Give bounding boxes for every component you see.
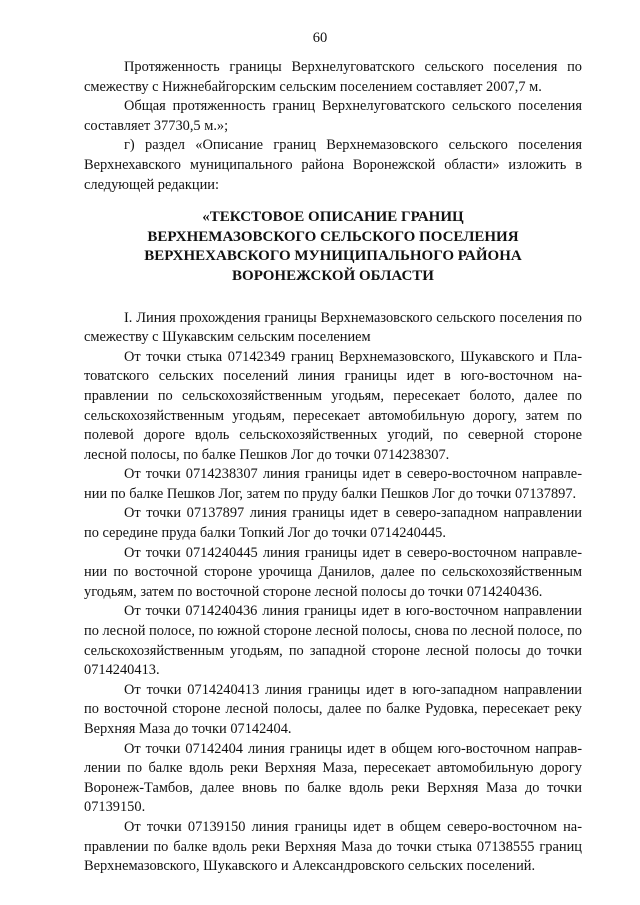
- subsection-title: I. Линия прохождения границы Верхнемазовского сельского поселения по смежеству с Шукавским сельским поселением: [84, 309, 582, 346]
- heading-line-4: ВОРОНЕЖСКОЙ ОБЛАСТИ: [232, 267, 434, 284]
- paragraph-boundary-3: От точки 07137897 линия границы идет в северо-западном направлении по середине пруда балки Топкий Лог до точки 0714240445.: [84, 505, 582, 542]
- paragraph-boundary-4: От точки 0714240445 линия границы идет в северо-восточном направлении по восточной стороне урочища Данилов, далее по сельскохозяйственным угодьям, затем по восточной стороне лесной полосы до точки 0714240436.: [84, 544, 582, 600]
- heading-line-2: ВЕРХНЕМАЗОВСКОГО СЕЛЬСКОГО ПОСЕЛЕНИЯ: [147, 228, 519, 245]
- paragraph-intro-1: Протяженность границы Верхнелуговатского сельского поселения по смежеству с Нижнебайгорским сельским поселением составляет 2007,7 м.: [84, 59, 582, 95]
- document-body: [84, 58, 582, 877]
- page-number: 60: [312, 30, 328, 46]
- paragraph-boundary-6: От точки 0714240413 линия границы идет в юго-западном направлении по восточной стороне лесной полосы, далее по балке Рудовка, пересекает реку Верхняя Маза до точки 07142404.: [84, 681, 582, 737]
- paragraph-boundary-7: От точки 07142404 линия границы идет в общем юго-восточном направлении по балке вдоль реки Верхняя Маза, пересекает автомобильную дорогу Воронеж-Тамбов, далее вновь по балке вдоль реки Верхняя Маза до точки 07139150.: [84, 740, 582, 816]
- paragraph-intro-3: г) раздел «Описание границ Верхнемазовского сельского поселения Верхнехавского муниципального района Воронежской области» изложить в следующей редакции:: [84, 137, 582, 193]
- paragraph-boundary-2: От точки 0714238307 линия границы идет в северо-восточном направлении по балке Пешков Лог, затем по пруду балки Пешков Лог до точки 07137897.: [84, 466, 582, 502]
- paragraph-boundary-1: От точки стыка 07142349 границ Верхнемазовского, Шукавского и Платоватского сельских поселений линия границы идет в юго-восточном направлении по сельскохозяйственным угодьям, пересекает болото, далее по сельскохозяйственным угодьям, пересекает автомобильную дорогу, затем по полевой дороге вдоль сельскохозяйственных угодий, по северной стороне лесной полосы, по балке Пешков Лог до точки 0714238307.: [84, 348, 582, 463]
- paragraph-intro-2: Общая протяженность границ Верхнелуговатского сельского поселения составляет 37730,5 м.»;: [84, 98, 582, 134]
- heading-line-1: «ТЕКСТОВОЕ ОПИСАНИЕ ГРАНИЦ: [202, 209, 464, 226]
- paragraph-boundary-5: От точки 0714240436 линия границы идет в юго-восточном направлении по лесной полосе, по южной стороне лесной полосы, снова по лесной полосе, по сельскохозяйственным угодьям, по западной стороне лесной полосы до точки 0714240413.: [84, 603, 582, 679]
- section-heading: [84, 208, 582, 286]
- paragraph-boundary-8: От точки 07139150 линия границы идет в общем северо-восточном направлении по балке вдоль реки Верхняя Маза до точки стыка 07138555 границ Верхнемазовского, Шукавского и Александровского сельских поселений.: [84, 818, 582, 875]
- heading-line-3: ВЕРХНЕХАВСКОГО МУНИЦИПАЛЬНОГО РАЙОНА: [144, 248, 522, 265]
